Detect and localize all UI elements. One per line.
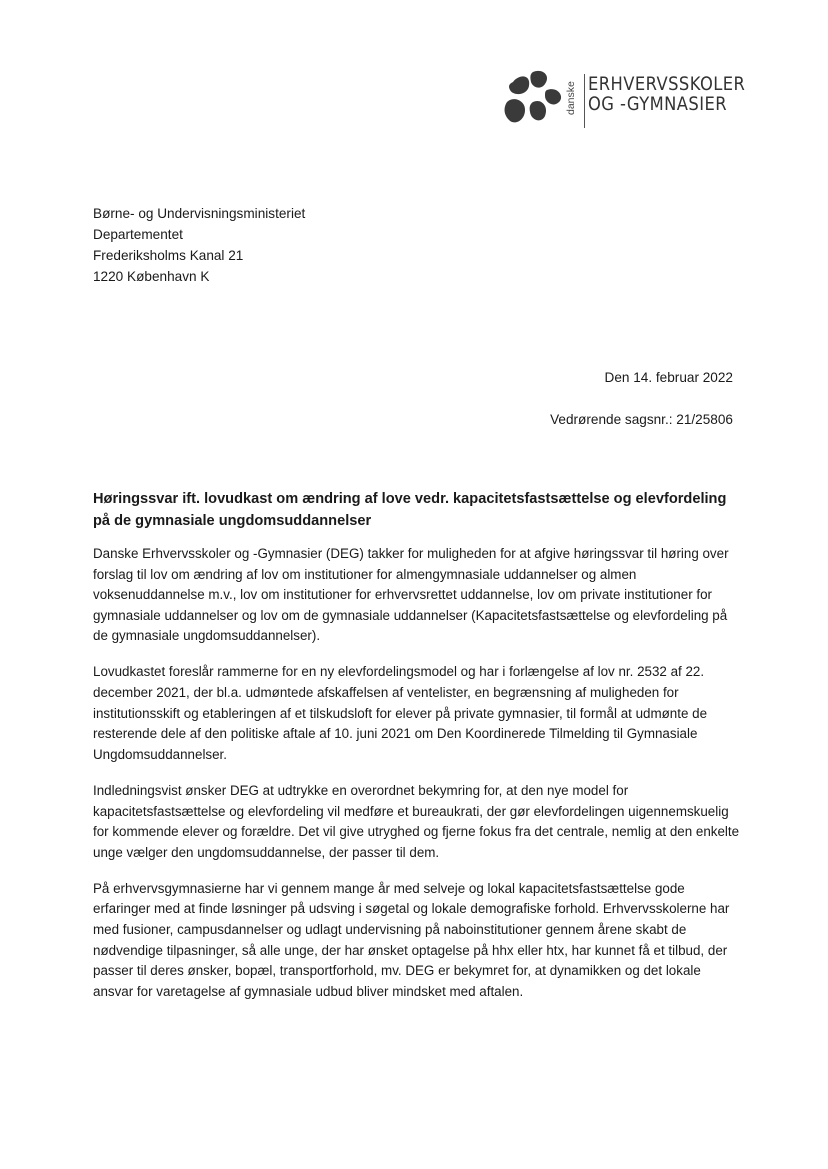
letter-body [93,544,741,1018]
body-paragraph: Indledningsvist ønsker DEG at udtrykke en overordnet bekymring for, at den nye model for kapacitetsfastsættelse og elevfordeling vil medføre et bureaukrati, der gør elevfordelingen uigennemskuelig for kommende elever og forældre. Det vil give utryghed og fjerne fokus fra det centrale, nemlig at den enkelte unge vælger den ungdomsuddannelse, der passer til dem. [93,782,740,860]
body-paragraph: Lovudkastet foreslår rammerne for en ny elevfordelingsmodel og har i forlængelse af lov nr. 2532 af 22. december 2021, der bl.a. udmøntede afskaffelsen af ventelister, en begrænsning af muligheden for institutionsskift og etableringen af et tilskudsloft for elever på private gymnasier, til formål at udmønte de resterende dele af den politiske aftale af 10. juni 2021 om Den Koordinerede Tilmelding til Gymnasiale Ungdomsuddannelser. [93,664,708,762]
letter-date: Den 14. februar 2022 [604,370,733,385]
logo-divider [584,74,585,128]
recipient-city: 1220 København K [93,269,210,284]
case-reference: Vedrørende sagsnr.: 21/25806 [550,412,733,427]
recipient-department: Departementet [93,227,183,242]
logo-danske-text: danske [565,81,577,115]
logo-text-line2: OG -GYMNASIER [588,93,728,115]
recipient-address [93,203,305,287]
recipient-street: Frederiksholms Kanal 21 [93,248,244,263]
flower-logo-icon [503,68,565,130]
body-paragraph: Danske Erhvervsskoler og -Gymnasier (DEG) takker for muligheden for at afgive høringssvar til høring over forslag til lov om ændring af lov om institutioner for almengymnasiale uddannelser og almen voksenuddannelse m.v., lov om institutioner for erhvervsrettet uddannelse, lov om private institutioner for gymnasiale uddannelser og lov om de gymnasiale uddannelser (Kapacitetsfastsættelse og elevfordeling på de gymnasiale ungdomsuddannelser). [93,546,729,644]
organization-logo [503,68,746,130]
body-paragraph: På erhvervsgymnasierne har vi gennem mange år med selveje og lokal kapacitetsfastsættelse gode erfaringer med at finde løsninger på udsving i søgetal og lokale demografiske forhold. Erhvervsskolerne har med fusioner, campusdannelser og udlagt undervisning på naboinstitutioner gennem årene skabt de nødvendige tilpasninger, så alle unge, der har ønsket optagelse på hhx eller htx, har kunnet få et tilbud, der passer til deres ønsker, bopæl, transportforhold, mv. DEG er bekymret for, at dynamikken og det lokale ansvar for varetagelse af gymnasiale udbud bliver mindsket med aftalen. [93,880,730,999]
letter-heading: Høringssvar ift. lovudkast om ændring af love vedr. kapacitetsfastsættelse og elevfordeling på de gymnasiale ungdomsuddannelser [93,491,727,529]
recipient-name: Børne- og Undervisningsministeriet [93,206,306,221]
logo-text-line1: ERHVERVSSKOLER [588,73,746,95]
